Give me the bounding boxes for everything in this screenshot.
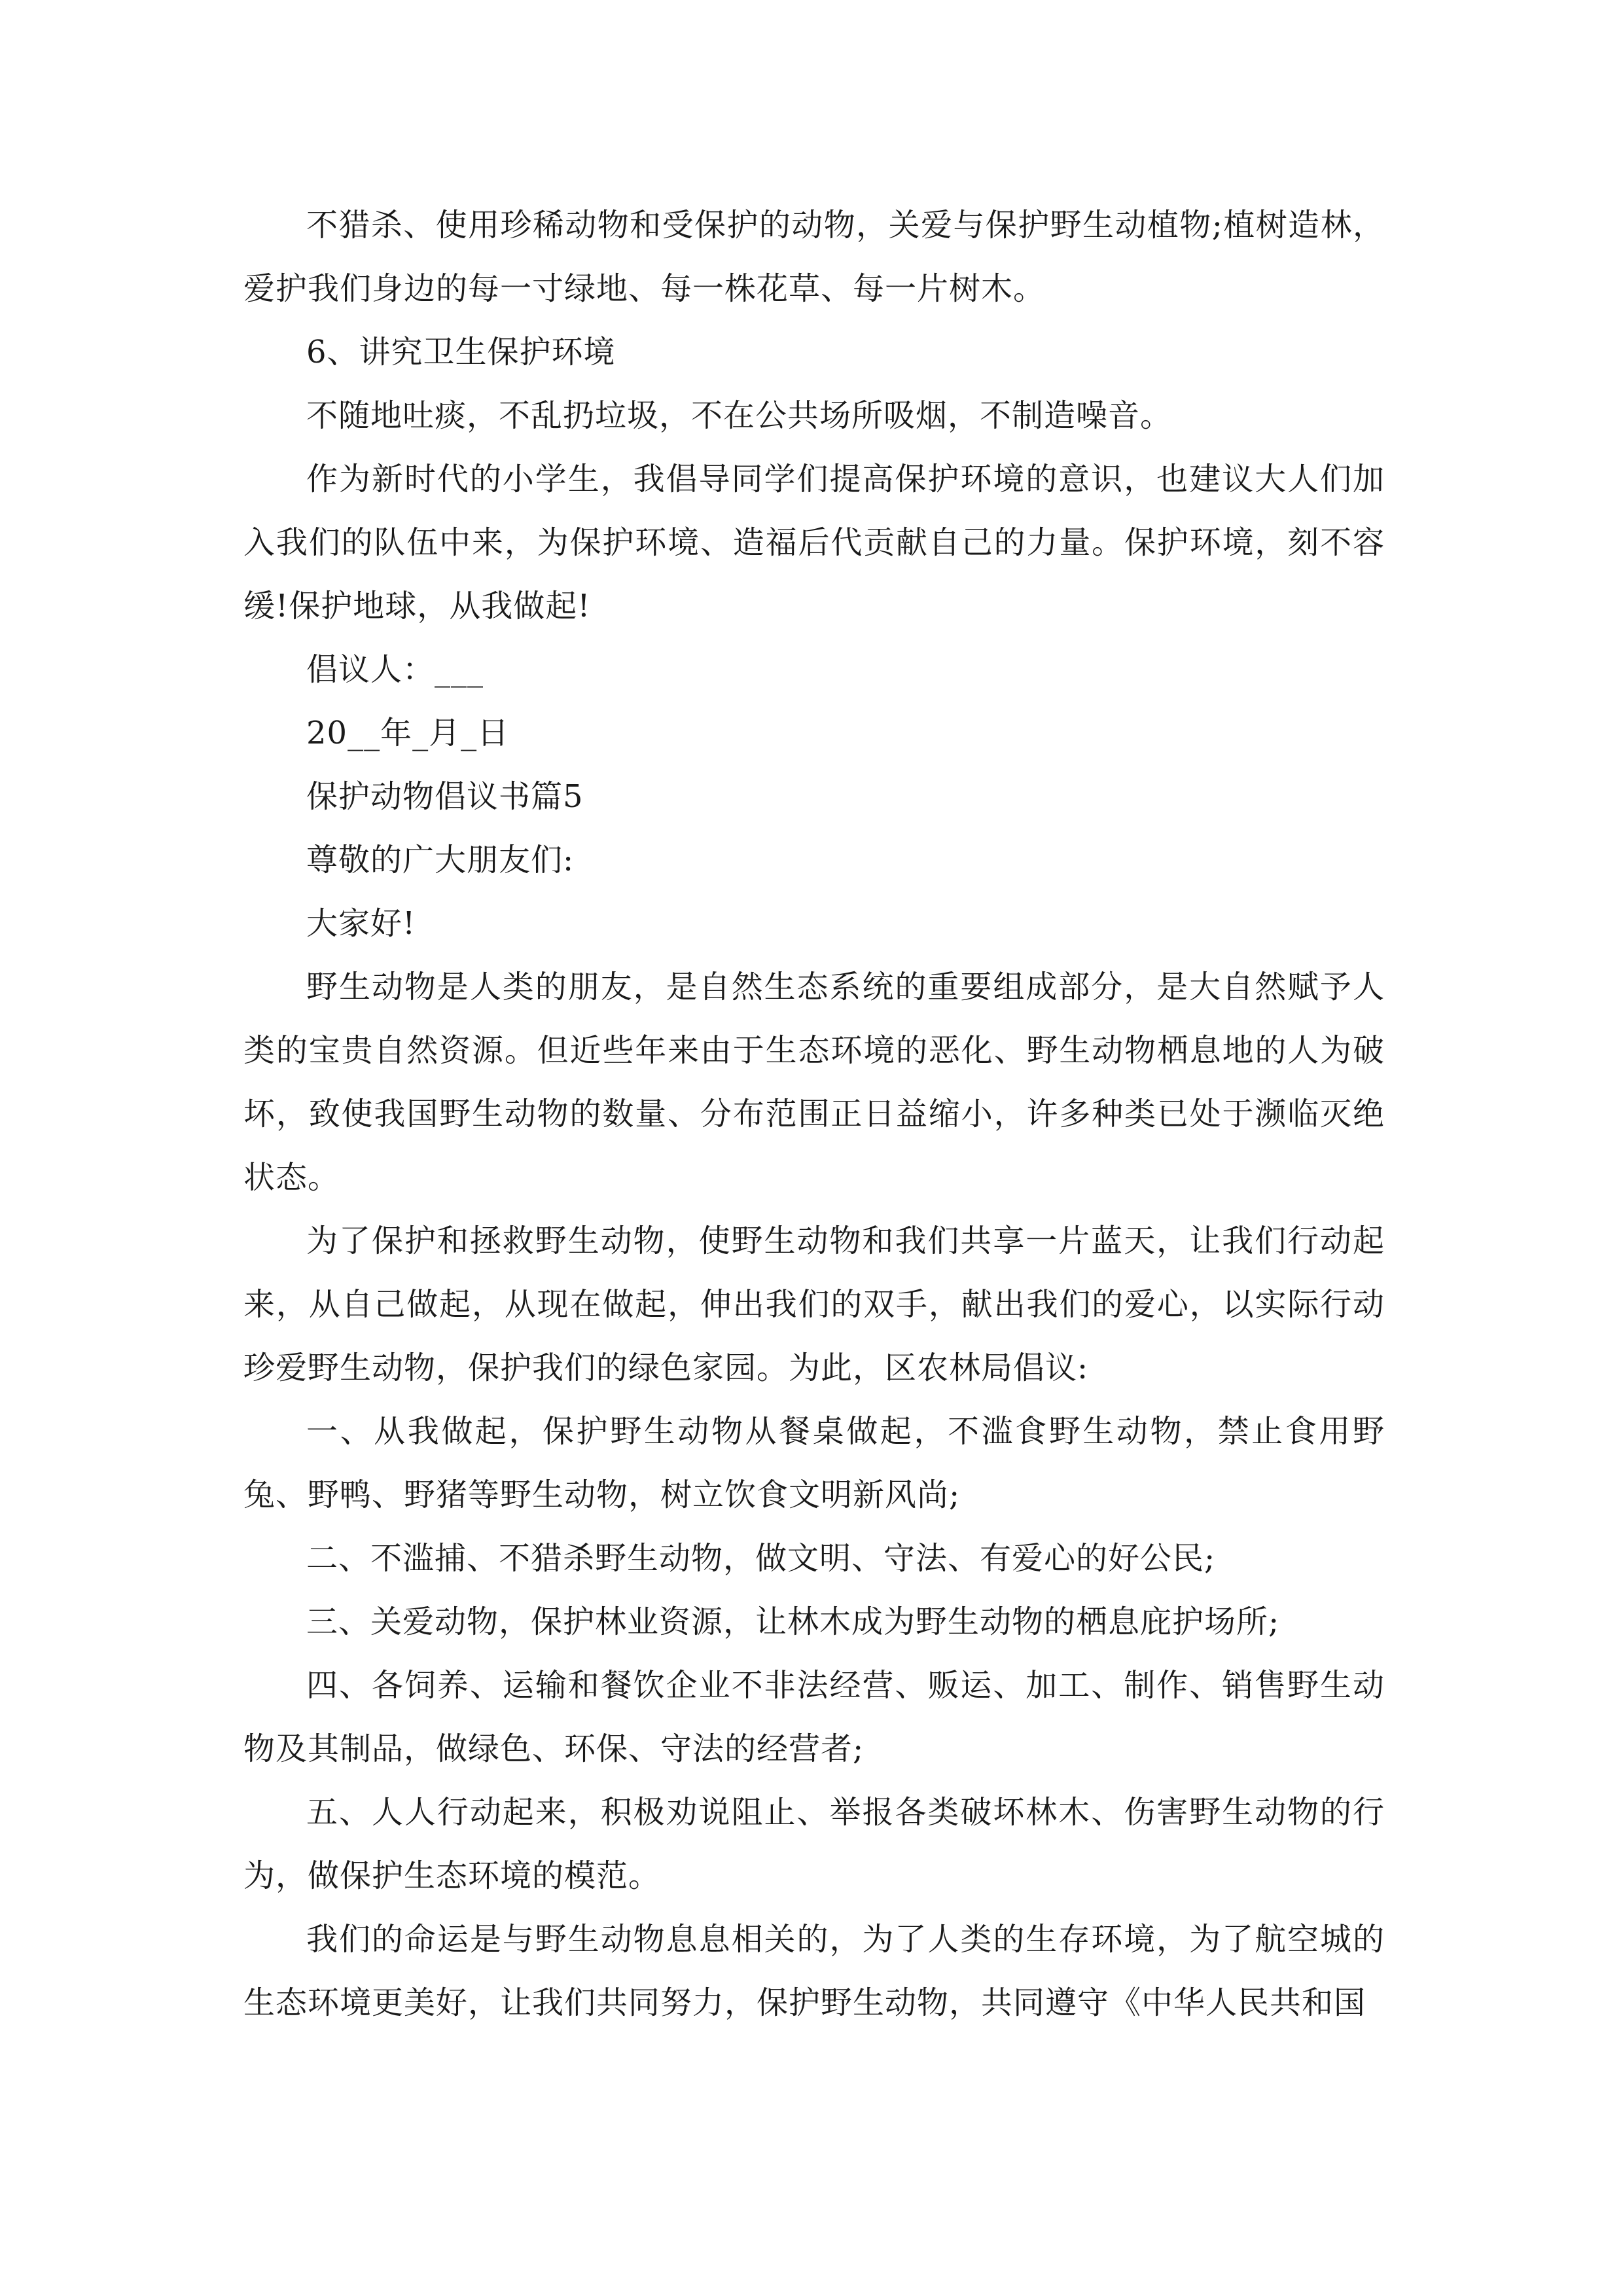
paragraph: 不随地吐痰，不乱扔垃圾，不在公共场所吸烟，不制造噪音。 bbox=[306, 397, 1173, 434]
paragraph: 为了保护和拯救野生动物，使野生动物和我们共享一片蓝天，让我们行动起来，从自己做起，从现在做起，伸出我们的双手，献出我们的爱心，以实际行动珍爱野生动物，保护我们的绿色家园。为此，区农林局倡议: bbox=[243, 1223, 1385, 1386]
salutation: 尊敬的广大朋友们: bbox=[306, 842, 575, 878]
list-item: 一、从我做起，保护野生动物从餐桌做起，不滥食野生动物，禁止食用野兔、野鸭、野猪等野生动物，树立饮食文明新风尚; bbox=[243, 1413, 1385, 1513]
paragraph: 不猎杀、使用珍稀动物和受保护的动物，关爱与保护野生动植物;植树造林，爱护我们身边的每一寸绿地、每一株花草、每一片树木。 bbox=[243, 207, 1385, 307]
paragraph: 作为新时代的小学生，我倡导同学们提高保护环境的意识，也建议大人们加入我们的队伍中来，为保护环境、造福后代贡献自己的力量。保护环境，刻不容缓!保护地球，从我做起! bbox=[243, 461, 1385, 624]
paragraph: 野生动物是人类的朋友，是自然生态系统的重要组成部分，是大自然赋予人类的宝贵自然资源。但近些年来由于生态环境的恶化、野生动物栖息地的人为破坏，致使我国野生动物的数量、分布范围正日益缩小，许多种类已处于濒临灭绝状态。 bbox=[243, 969, 1385, 1196]
list-item: 二、不滥捕、不猎杀野生动物，做文明、守法、有爱心的好公民; bbox=[306, 1540, 1216, 1577]
list-item: 三、关爱动物，保护林业资源，让林木成为野生动物的栖息庇护场所; bbox=[306, 1604, 1280, 1640]
signature-line: 倡议人：___ bbox=[306, 651, 484, 688]
section-heading: 6、讲究卫生保护环境 bbox=[306, 334, 616, 370]
date-line: 20__年_月_日 bbox=[306, 715, 510, 751]
greeting: 大家好! bbox=[306, 905, 416, 942]
list-item: 五、人人行动起来，积极劝说阻止、举报各类破坏林木、伤害野生动物的行为，做保护生态环境的模范。 bbox=[243, 1794, 1385, 1894]
paragraph: 我们的命运是与野生动物息息相关的，为了人类的生存环境，为了航空城的生态环境更美好，让我们共同努力，保护野生动物，共同遵守《中华人民共和国 bbox=[243, 1921, 1385, 2021]
document-body bbox=[243, 194, 1385, 2035]
section-title: 保护动物倡议书篇5 bbox=[306, 778, 584, 815]
list-item: 四、各饲养、运输和餐饮企业不非法经营、贩运、加工、制作、销售野生动物及其制品，做绿色、环保、守法的经营者; bbox=[243, 1667, 1385, 1767]
